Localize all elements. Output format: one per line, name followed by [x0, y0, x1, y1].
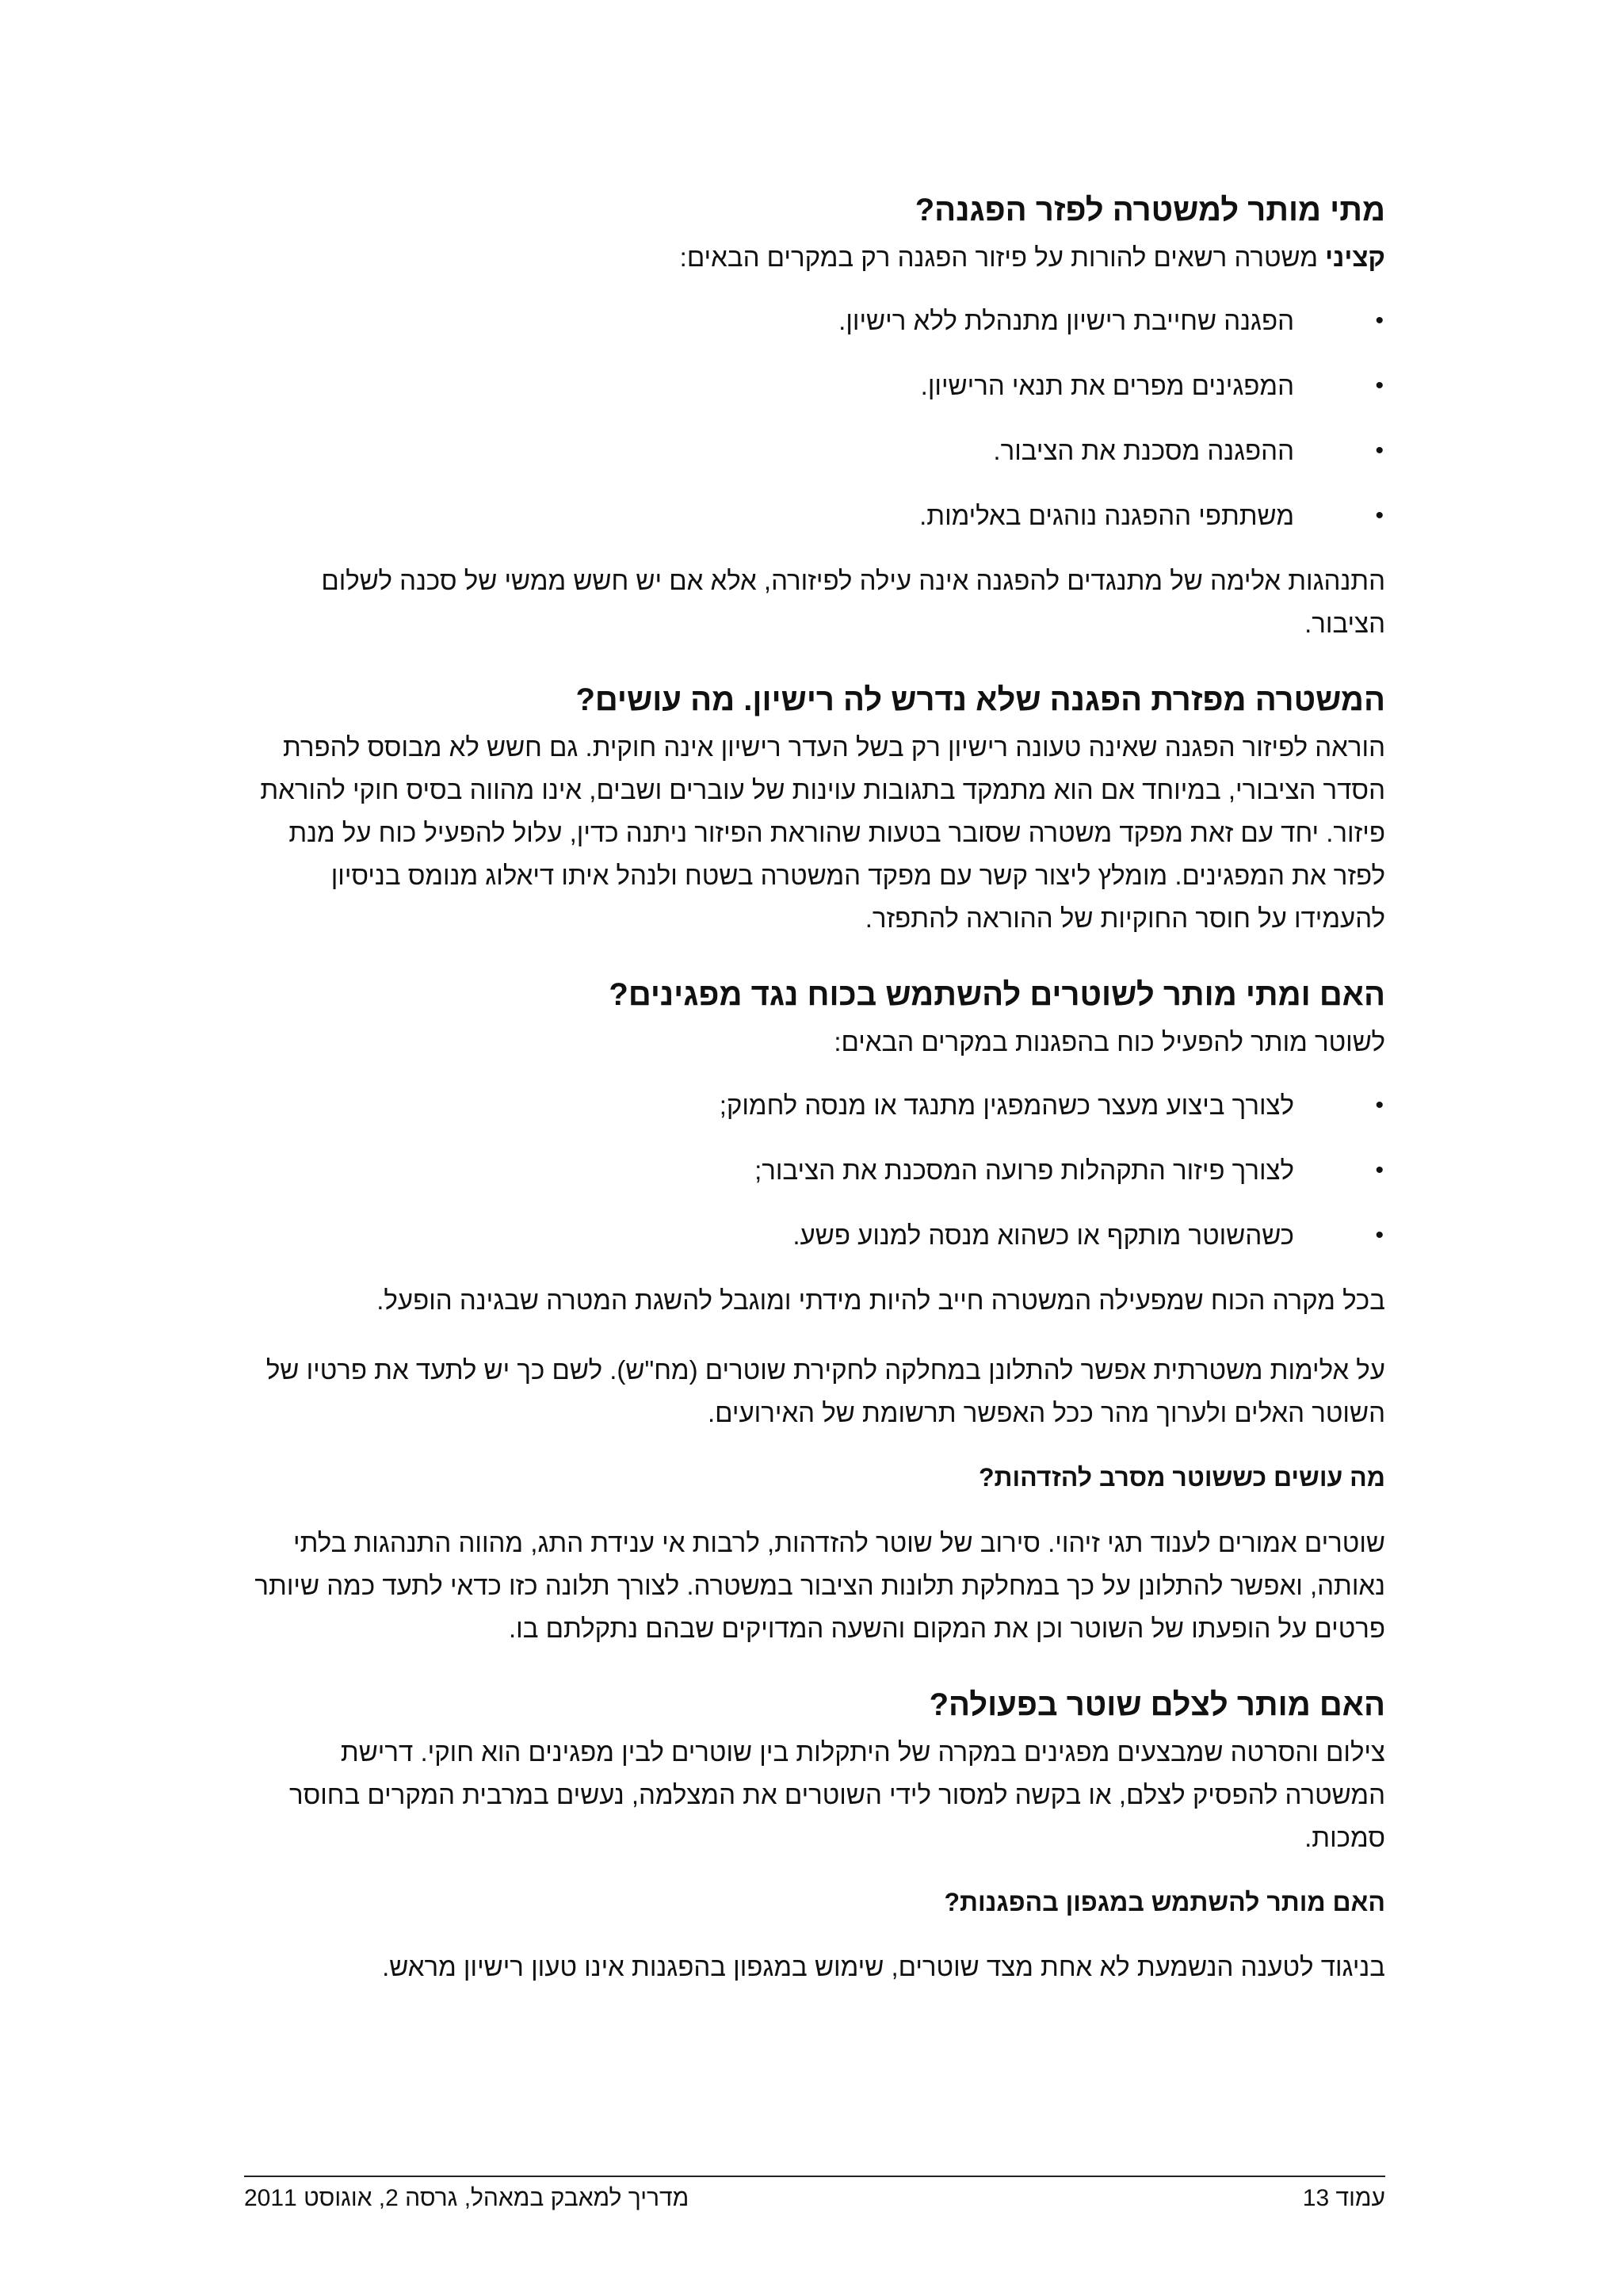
section-heading: המשטרה מפזרת הפגנה שלא נדרש לה רישיון. מה עושים?: [575, 682, 1385, 717]
paragraph: הוראה לפיזור הפגנה שאינה טעונה רישיון רק בשל העדר רישיון אינה חוקית. גם חשש לא מבוסס להפרת הסדר הציבורי, במיוחד אם הוא מתמקד בתגובות עוינות של עוברים ושבים, אינו מהווה בסיס חוקי להוראת פיזור. יחד עם זאת מפקד משטרה שסובר בטעות שהוראת הפיזור ניתנה כדין, עלול להפעיל כוח על מנת לפזר את המפגינים. מומלץ ליצור קשר עם מפקד המשטרה בשטח ולנהל איתו דיאלוג מנומס בניסיון להעמידו על חוסר החוקיות של ההוראה להתפזר.: [260, 732, 1385, 933]
bullet-icon: •: [1375, 1222, 1384, 1248]
section-unlicensed-dispersal: [244, 680, 1385, 940]
list-item: • משתתפי ההפגנה נוהגים באלימות.: [244, 495, 1385, 537]
section-use-of-force: [244, 975, 1385, 1650]
bullet-icon: •: [1375, 372, 1384, 399]
list-item: • הפגנה שחייבת רישיון מתנהלת ללא רישיון.: [244, 300, 1385, 342]
section-heading: מתי מותר למשטרה לפזר הפגנה?: [915, 193, 1385, 227]
paragraph: צילום והסרטה שמבצעים מפגינים במקרה של היתקלות בין שוטרים לבין מפגינים הוא חוקי. דרישת המשטרה להפסיק לצלם, או בקשה למסור לידי השוטרים את המצלמה, נעשים במרבית המקרים בחוסר סמכות.: [288, 1736, 1385, 1852]
page-footer: [244, 2176, 1385, 2212]
bullet-icon: •: [1375, 1157, 1384, 1183]
bullet-icon: •: [1375, 1092, 1384, 1118]
bullet-icon: •: [1375, 502, 1384, 529]
list-item: • לצורך ביצוע מעצר כשהמפגין מתנגד או מנסה לחמוק;: [244, 1084, 1385, 1127]
section-heading: האם ומתי מותר לשוטרים להשתמש בכוח נגד מפגינים?: [609, 977, 1385, 1012]
paragraph: על אלימות משטרתית אפשר להתלונן במחלקה לחקירת שוטרים (מח"ש). לשם כך יש לתעד את פרטיו של השוטר האלים ולערוך מהר ככל האפשר תרשומת של האירועים.: [265, 1355, 1385, 1427]
intro-text: משטרה רשאים להורות על פיזור הפגנה רק במקרים הבאים:: [679, 243, 1326, 272]
bullet-list: [244, 300, 1385, 537]
bullet-list: [244, 1084, 1385, 1257]
list-item: • לצורך פיזור התקהלות פרועה המסכנת את הציבור;: [244, 1149, 1385, 1192]
document-info: מדריך למאבק במאהל, גרסה 2, אוגוסט 2011: [244, 2185, 689, 2211]
bullet-icon: •: [1375, 308, 1384, 334]
list-item: • המפגינים מפרים את תנאי הרישיון.: [244, 365, 1385, 407]
paragraph: התנהגות אלימה של מתנגדים להפגנה אינה עילה לפיזורה, אלא אם יש חשש ממשי של סכנה לשלום הציבור.: [321, 566, 1385, 638]
paragraph: בכל מקרה הכוח שמפעילה המשטרה חייב להיות מידתי ומוגבל להשגת המטרה שבגינה הופעל.: [376, 1286, 1385, 1315]
subsection-heading: האם מותר להשתמש במגפון בהפגנות?: [944, 1887, 1385, 1916]
subsection-heading: מה עושים כששוטר מסרב להזדהות?: [978, 1463, 1385, 1492]
list-item: • כשהשוטר מותקף או כשהוא מנסה למנוע פשע.: [244, 1214, 1385, 1257]
paragraph: בניגוד לטענה הנשמעת לא אחת מצד שוטרים, שימוש במגפון בהפגנות אינו טעון רישיון מראש.: [382, 1952, 1385, 1982]
section-intro: לשוטר מותר להפעיל כוח בהפגנות במקרים הבאים:: [834, 1027, 1385, 1056]
section-intro: [244, 236, 1385, 279]
list-item: • ההפגנה מסכנת את הציבור.: [244, 430, 1385, 472]
bullet-icon: •: [1375, 437, 1384, 464]
page-number: עמוד 13: [1302, 2185, 1385, 2211]
intro-bold-word: קציני: [1325, 243, 1385, 272]
document-page: [244, 190, 1385, 2023]
paragraph: שוטרים אמורים לענוד תגי זיהוי. סירוב של שוטר להזדהות, לרבות אי ענידת התג, מהווה התנהגות בלתי נאותה, ואפשר להתלונן על כך במחלקת תלונות הציבור במשטרה. לצורך תלונה כזו כדאי לתעד כמה שיותר פרטים על הופעתו של השוטר וכן את המקום והשעה המדויקים שבהם נתקלתם בו.: [254, 1527, 1385, 1643]
section-dispersal-rules: [244, 190, 1385, 645]
section-photographing-police: [244, 1685, 1385, 1989]
section-heading: האם מותר לצלם שוטר בפעולה?: [929, 1687, 1385, 1722]
